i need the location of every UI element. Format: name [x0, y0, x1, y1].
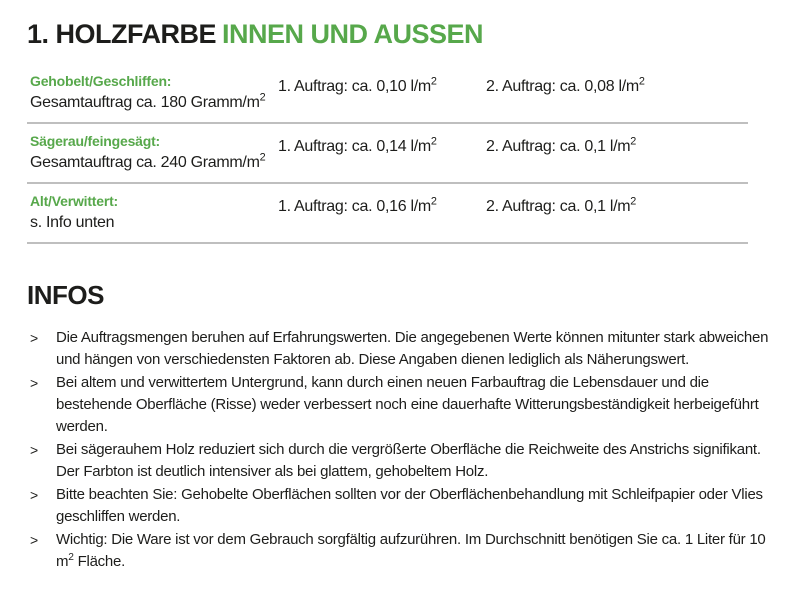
auftrag-2-cell: 2. Auftrag: ca. 0,08 $l/m^2$: [486, 75, 645, 96]
info-item: [27, 372, 769, 438]
page-title-green: INNEN UND AUSSEN: [222, 19, 484, 49]
total-application-text: s. Info unten: [30, 213, 115, 231]
auftrag-2-cell: 2. Auftrag: ca. 0,1 $l/m^2$: [486, 195, 637, 216]
info-item: [27, 484, 769, 528]
surface-type-label: Alt/Verwittert:: [30, 192, 119, 209]
superscript: 2: [430, 135, 437, 148]
superscript: 2: [259, 151, 266, 164]
superscript: 2: [630, 195, 637, 208]
total-application-text: Gesamtauftrag ca. 180 Gramm/$m^2$: [30, 91, 266, 111]
info-item: [27, 327, 769, 371]
superscript: 2: [259, 91, 266, 104]
auftrag-1-cell: 1. Auftrag: ca. 0,16 $l/m^2$: [278, 195, 437, 216]
chevron-right-icon: >: [30, 329, 38, 346]
auftrag-1-cell: 1. Auftrag: ca. 0,14 $l/m^2$: [278, 135, 437, 156]
dosage-table: [27, 64, 748, 244]
infos-heading: INFOS: [27, 279, 104, 310]
chevron-right-icon: >: [30, 374, 38, 391]
info-text: Bitte beachten Sie: Gehobelte Oberflächen sollten vor der Oberflächenbehandlung mit Schleifpapier oder Vlies geschliffen werden.: [56, 485, 763, 525]
info-text: Bei altem und verwittertem Untergrund, kann durch einen neuen Farbauftrag die Lebensdauer und die bestehende Oberfläche (Risse) weder verbessert noch eine dauerhafte Witterungsbeständigkeit herbeigeführt werden.: [56, 373, 759, 435]
info-list: [27, 327, 772, 573]
info-text: Bei sägerauhem Holz reduziert sich durch die vergrößerte Oberfläche die Reichweite des Anstrichs signifikant. Der Farbton ist deutlich intensiver als bei glattem, gehobeltem Holz.: [56, 440, 761, 480]
chevron-right-icon: >: [30, 441, 38, 458]
surface-type-label: Gehobelt/Geschliffen:: [30, 72, 172, 89]
row-label-cell: [30, 193, 278, 232]
table-row-gehobelt: [27, 64, 748, 124]
info-item: [27, 439, 769, 483]
chevron-right-icon: >: [30, 531, 38, 548]
chevron-right-icon: >: [30, 486, 38, 503]
info-item: [27, 529, 769, 573]
superscript: 2: [638, 75, 645, 88]
auftrag-2-cell: 2. Auftrag: ca. 0,1 $l/m^2$: [486, 135, 637, 156]
surface-type-label: Sägerau/feingesägt:: [30, 132, 161, 149]
row-label-cell: [30, 73, 278, 112]
superscript: 2: [630, 135, 637, 148]
table-row-alt-verwittert: [27, 184, 748, 244]
auftrag-1-cell: 1. Auftrag: ca. 0,10 $l/m^2$: [278, 75, 437, 96]
superscript: 2: [430, 75, 437, 88]
page-title-black: 1. HOLZFARBE: [27, 19, 217, 49]
info-text: Wichtig: Die Ware ist vor dem Gebrauch sorgfältig aufzurühren. Im Durchschnitt benötigen Sie ca. 1 Liter für 10 $m^2$ Fläche.: [56, 530, 766, 570]
superscript: 2: [430, 195, 437, 208]
table-row-saegerau: [27, 124, 748, 184]
info-text: Die Auftragsmengen beruhen auf Erfahrungswerten. Die angegebenen Werte können mitunter stark abweichen und hängen von verschiedensten Faktoren ab. Diese Angaben dienen lediglich als Näherungswert.: [56, 328, 769, 368]
row-label-cell: [30, 133, 278, 172]
total-application-text: Gesamtauftrag ca. 240 Gramm/$m^2$: [30, 151, 266, 171]
page-title: [27, 20, 772, 50]
superscript: 2: [68, 551, 74, 563]
